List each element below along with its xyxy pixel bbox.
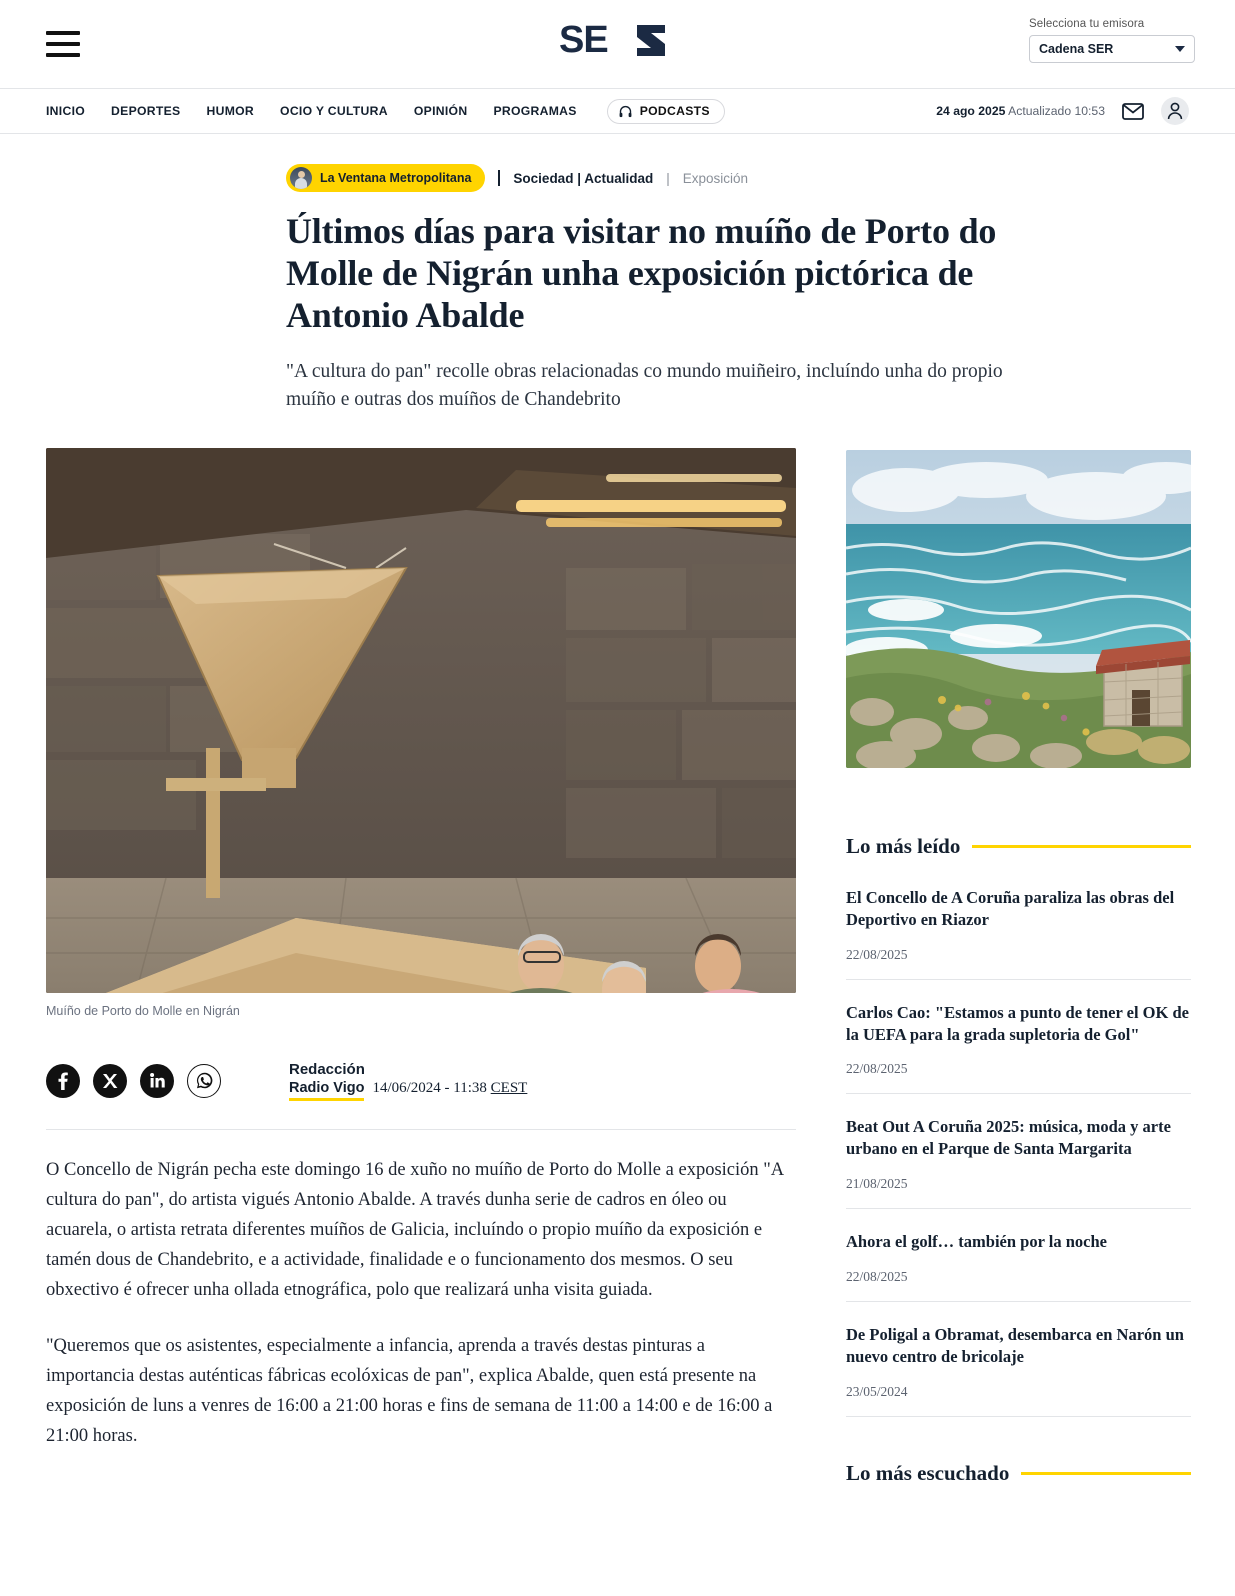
x-icon — [102, 1073, 118, 1089]
article-body-column — [46, 448, 796, 1452]
svg-text:SE: SE — [558, 22, 608, 60]
byline-date-value: 14/06/2024 - 11:38 — [372, 1079, 491, 1096]
whatsapp-icon — [196, 1072, 213, 1089]
most-read-title-5[interactable]: De Poligal a Obramat, desembarca en Narón un nuevo centro de bricolaje — [846, 1325, 1184, 1367]
nav-date — [936, 104, 1105, 118]
nav-updated-value: Actualizado 10:53 — [1008, 104, 1105, 118]
nav-item-ocio-y-cultura[interactable]: OCIO Y CULTURA — [280, 104, 388, 118]
chevron-down-icon — [1175, 46, 1185, 52]
mail-icon[interactable] — [1122, 103, 1144, 120]
most-listened-block — [846, 1461, 1191, 1486]
facebook-icon — [58, 1072, 68, 1090]
sidebar-promo-image[interactable] — [846, 450, 1191, 768]
page-title: Últimos días para visitar no muíño de Porto do Molle de Nigrán unha exposición pictórica de Antonio Abalde — [286, 211, 997, 336]
nav-right — [936, 97, 1189, 125]
hamburger-icon[interactable] — [46, 31, 80, 57]
most-read-date-2: 22/08/2025 — [846, 1061, 908, 1077]
nav-item-deportes[interactable]: DEPORTES — [111, 104, 181, 118]
headphones-icon — [618, 104, 633, 119]
byline-timezone: CEST — [490, 1079, 528, 1096]
nav-item-podcasts[interactable] — [607, 99, 725, 124]
byline-timestamp — [372, 1079, 527, 1098]
content-wrapper — [0, 134, 1235, 1492]
most-read-title-3[interactable]: Beat Out A Coruña 2025: música, moda y arte urbano en el Parque de Santa Margarita — [846, 1117, 1171, 1159]
nav-date-value: 24 ago 2025 — [936, 104, 1006, 118]
list-item[interactable] — [846, 1094, 1191, 1209]
byline — [289, 1060, 527, 1102]
station-selector[interactable] — [1029, 18, 1195, 63]
most-read-title: Lo más leído — [846, 833, 961, 858]
most-read-date-1: 22/08/2025 — [846, 946, 908, 962]
list-item[interactable] — [846, 1302, 1191, 1417]
station-select[interactable] — [1029, 35, 1195, 63]
list-item[interactable] — [846, 865, 1191, 980]
whatsapp-share-button[interactable] — [187, 1064, 221, 1098]
breadcrumb-divider — [498, 170, 500, 186]
breadcrumb-pipe: | — [666, 170, 670, 186]
most-listened-title: Lo más escuchado — [846, 1461, 1010, 1486]
main-nav — [0, 88, 1235, 134]
nav-item-podcasts-label: PODCASTS — [639, 104, 710, 118]
user-account-button[interactable] — [1161, 97, 1189, 125]
main-grid — [46, 448, 1189, 1492]
linkedin-icon — [150, 1073, 165, 1088]
most-listened-header — [846, 1461, 1191, 1486]
program-tag[interactable] — [286, 164, 485, 192]
twitter-x-share-button[interactable] — [93, 1064, 127, 1098]
facebook-share-button[interactable] — [46, 1064, 80, 1098]
title-underline — [972, 845, 1191, 848]
breadcrumb-section[interactable]: Sociedad | Actualidad — [513, 170, 654, 186]
breadcrumb-subsection[interactable]: Exposición — [682, 170, 749, 186]
article-standfirst: "A cultura do pan" recolle obras relacionadas co mundo muiñeiro, incluíndo unha do propio muíño e outras dos muíños de Chandebrito — [286, 361, 1003, 411]
most-read-block — [846, 834, 1191, 1417]
byline-author: Redacción — [289, 1060, 365, 1078]
nav-item-opinion[interactable]: OPINIÓN — [413, 104, 468, 118]
program-avatar — [290, 167, 312, 189]
divider — [46, 1129, 796, 1130]
list-item[interactable] — [846, 980, 1191, 1095]
most-read-title-2[interactable]: Carlos Cao: "Estamos a punto de tener el OK de la UEFA para la grada supletoria de Gol" — [846, 1002, 1189, 1044]
sidebar — [846, 448, 1191, 1492]
most-read-header — [846, 834, 1191, 859]
image-caption: Muíño de Porto do Molle en Nigrán — [46, 1003, 240, 1018]
station-select-value: Cadena SER — [1039, 42, 1114, 56]
article-paragraph-2: "Queremos que os asistentes, especialmente a infancia, aprenda a través destas pinturas a importancia destas auténticas fábricas ecolóxicas de pan", explica Abalde, quen está presente na exposición de luns a venres de 16:00 a 21:00 horas e fins de semana de 11:00 a 14:00 e de 16:00 a 21:00 horas. — [46, 1336, 773, 1447]
nav-items — [46, 99, 725, 124]
nav-item-humor[interactable]: HUMOR — [206, 104, 255, 118]
program-tag-label: La Ventana Metropolitana — [320, 171, 472, 185]
nav-item-programas[interactable]: PROGRAMAS — [493, 104, 577, 118]
most-read-title-4[interactable]: Ahora el golf… también por la noche — [846, 1232, 1107, 1252]
article-paragraph-1: O Concello de Nigrán pecha este domingo 16 de xuño no muíño de Porto do Molle a exposición "A cultura do pan", do artista vigués Antonio Abalde. A través dunha serie de cadros en óleo ou acuarela, o artista retrata diferentes muíños de Galicia, incluíndo o propio muíño da exposición e tamén dous de Chandebrito, e a actividade, finalidade e o funcionamento dos mesmos. O seu obxectivo é ofrecer unha ollada etnográfica, polo que realizará unha visita guiada. — [46, 1160, 784, 1301]
most-read-date-3: 21/08/2025 — [846, 1176, 908, 1192]
title-underline — [1021, 1472, 1191, 1475]
station-selector-label: Selecciona tu emisora — [1029, 18, 1145, 30]
breadcrumb — [286, 164, 1045, 192]
byline-row — [46, 1060, 796, 1102]
most-read-title-1[interactable]: El Concello de A Coruña paraliza las obras del Deportivo en Riazor — [846, 887, 1175, 929]
byline-organization[interactable]: Radio Vigo — [289, 1079, 364, 1102]
share-buttons — [46, 1064, 221, 1098]
most-read-date-5: 23/05/2024 — [846, 1384, 908, 1400]
article-header — [190, 134, 1045, 414]
user-icon — [1167, 102, 1183, 120]
list-item[interactable] — [846, 1209, 1191, 1302]
ser-logo-icon[interactable] — [559, 22, 677, 60]
most-read-date-4: 22/08/2025 — [846, 1269, 908, 1285]
article-hero-image — [46, 448, 796, 993]
top-bar — [0, 0, 1235, 88]
nav-item-inicio[interactable]: INICIO — [46, 104, 86, 118]
linkedin-share-button[interactable] — [140, 1064, 174, 1098]
